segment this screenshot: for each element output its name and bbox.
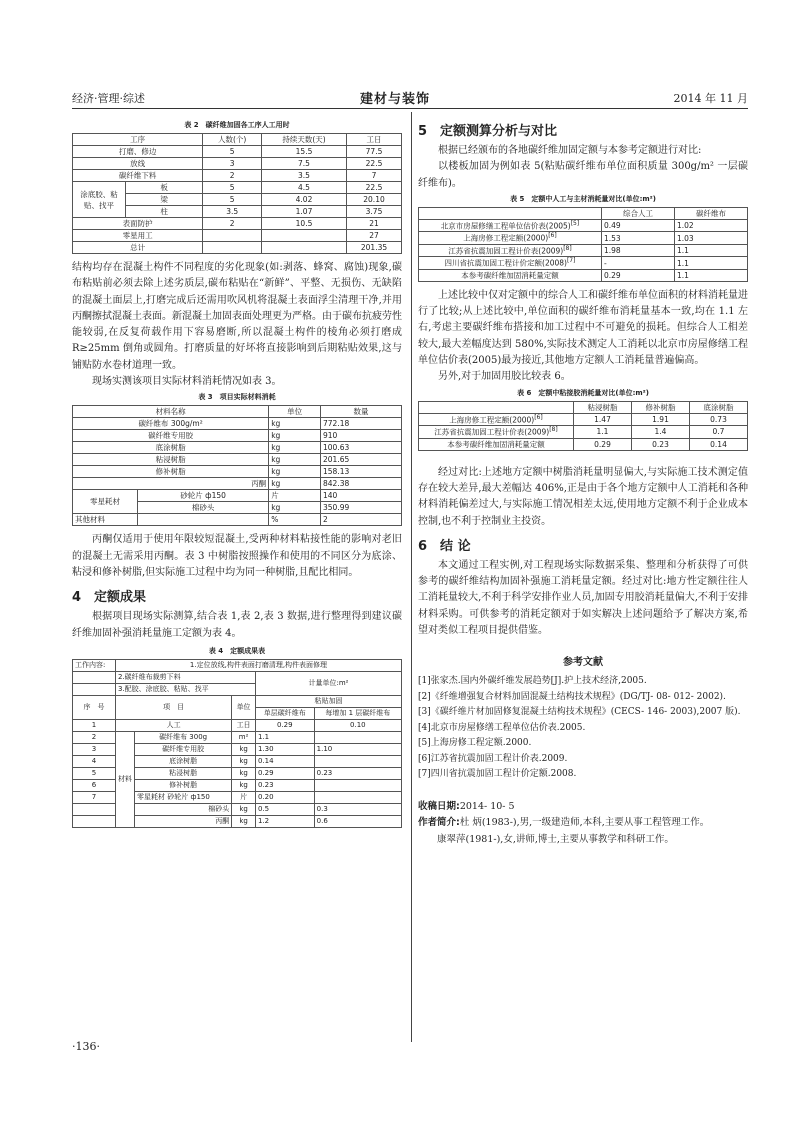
row-label: 上海房修工程定额(2000) (449, 415, 535, 425)
cell: 0.29 (255, 719, 314, 731)
cell: 0.5 (255, 803, 314, 815)
cell: 板 (126, 182, 203, 194)
table3-caption: 表 3 项目实际材料消耗 (198, 393, 276, 402)
paragraph: 结构均存在混凝土构件不同程度的劣化现象(如:剥落、蜂窝、腐蚀)现象,碳布粘贴前必须去除上述劣质层,碳布粘贴在“新鲜”、平整、无损伤、无缺陷的混凝土面层上,打磨完成后还需用吹风机将混凝土表面浮尘清理干净,并用丙酮擦拭混凝土表面。新混凝土加固表面处理更为严格。由于碳布抗疲劳性能较弱,在反复荷载作用下容易磨断,所以混凝土构件的棱角必须打磨成 R≥25mm 倒角或圆角。打磨质量的好坏将直接影响到后期粘贴效果,这与铺贴防水卷材道理一致。 (72, 262, 402, 371)
table-row (419, 269, 748, 281)
paragraph: 本文通过工程实例,对工程现场实际数据采集、整理和分析获得了可供参考的碳纤维结构加固补强施工消耗量定额。经过对比:地方性定额往往人工消耗量较大,不利于科学安排作业人员,加固专用胶消耗量偏大,不利于安排材料采购。可供参考的消耗定额对于如实解决上述问题给予了解决方案,希望对类似工程项目提供借鉴。 (418, 559, 748, 637)
paragraph: 根据已经颁布的各地碳纤维加固定额与本参考定额进行对比: (438, 145, 702, 156)
paragraph: 现场实测该项目实际材料消耗情况如表 3。 (92, 376, 282, 388)
cell (314, 731, 401, 743)
cell: 201.35 (347, 242, 402, 254)
cell: 打磨、修边 (73, 146, 203, 158)
cell: 本参考碳纤维加固消耗量定额 (419, 438, 574, 450)
cell: 丙酮 (135, 815, 232, 827)
cell: 1.91 (632, 413, 690, 426)
table-row (419, 219, 748, 232)
cell: 1.1 (675, 244, 748, 257)
cell: 4.5 (262, 182, 347, 194)
row-label: 北京市房屋修缮工程单位估价表(2005) (440, 221, 571, 231)
cell: 碳纤维下料 (73, 170, 203, 182)
table6-caption: 表 6 定额中粘接胶消耗量对比(单位:m²) (517, 388, 649, 397)
cell: 0.3 (314, 803, 401, 815)
cell: 零星耗材 (73, 490, 138, 514)
cell (419, 219, 602, 232)
table-header-row (73, 134, 402, 146)
cell: 零星用工 (73, 230, 203, 242)
cell: 粘浸树脂 (73, 454, 269, 466)
cell: 772.18 (321, 418, 402, 430)
cell: 3.配胶、涂底胶、粘贴、找平 (116, 683, 256, 695)
cell: 其他材料 (73, 514, 138, 526)
paragraph: 上述比较中仅对定额中的综合人工和碳纤维布单位面积的材料消耗量进行了比较;从上述比较中,单位面积的碳纤维布消耗量基本一致,均在 1.1 左右,考虑主要碳纤维布搭接和加工过程中不可避免的损耗。但综合人工相差较大,最大差幅度达到 580%,实际技术测定人工消耗以北京市房屋修缮工程单位估价表(2005)最为接近,其他地方定额人工消耗量普遍偏高。 (418, 289, 748, 367)
cell: 5 (203, 194, 262, 206)
table5-caption: 表 5 定额中人工与主材消耗量对比(单位:m²) (510, 194, 656, 203)
table-header: 材料名称 (73, 406, 269, 418)
cell: 3 (203, 158, 262, 170)
paragraph: 丙酮仅适用于使用年限较短混凝土,受两种材料粘接性能的影响对老旧的混凝土无需采用丙酮。表 3 中树脂按照操作和使用的不同区分为底涂、粘浸和修补树脂,但实际施工过程中均为同一种树脂,且配比相同。 (72, 534, 402, 578)
table5 (418, 207, 748, 282)
cell: kg (232, 767, 256, 779)
cell: 2 (321, 514, 402, 526)
citation-ref: [6] (548, 232, 557, 240)
cell: 910 (321, 430, 402, 442)
cell: 工作内容: (73, 659, 116, 671)
author-info (418, 815, 748, 832)
cell: 1.47 (574, 413, 632, 426)
cell: 底涂树脂 (73, 442, 269, 454)
table-header: 单位 (269, 406, 321, 418)
cell: 项 目 (116, 695, 232, 719)
table-row (73, 695, 402, 707)
table-header: 人数(个) (203, 134, 262, 146)
section-heading: 5 定额测算分析与对比 (418, 124, 558, 139)
table-row (73, 146, 402, 158)
table-row (419, 232, 748, 245)
cell: 粘浸树脂 (135, 767, 232, 779)
cell: 1.1 (255, 731, 314, 743)
cell: kg (232, 815, 256, 827)
section-heading: 6 结 论 (418, 538, 471, 554)
section-heading: 4 定额成果 (72, 590, 147, 606)
table-row (419, 413, 748, 426)
cell: 人工 (116, 719, 232, 731)
cell: kg (269, 430, 321, 442)
table6 (418, 401, 748, 451)
reference-item: [3]《碳纤维片材加固修复混凝土结构技术规程》(CECS- 146- 2003),2007 版). (418, 707, 741, 718)
header-date: 2014 年 11 月 (673, 92, 748, 105)
cell: 7 (73, 791, 116, 803)
reference-item: [5]上海房修工程定额.2000. (418, 738, 532, 749)
cell: 修补树脂 (135, 779, 232, 791)
cell: 1.4 (632, 426, 690, 439)
cell: 20.10 (347, 194, 402, 206)
cell: 表面防护 (73, 218, 203, 230)
table2 (72, 133, 402, 254)
cell: kg (269, 418, 321, 430)
journal-name: 建材与装饰 (360, 92, 431, 107)
cell: 27 (347, 230, 402, 242)
citation-ref: [5] (570, 219, 580, 227)
table-header: 底涂树脂 (690, 401, 748, 413)
cell: 3.5 (203, 206, 262, 218)
cell: 158.13 (321, 466, 402, 478)
page-number: ·136· (72, 1040, 100, 1053)
cell: 1.30 (255, 743, 314, 755)
cell: 1.03 (675, 232, 748, 245)
cell: 修补树脂 (73, 466, 269, 478)
cell: 涂底胶、粘贴、找平 (73, 182, 126, 218)
cell: 片 (269, 490, 321, 502)
cell: 0.23 (255, 779, 314, 791)
cell (419, 232, 602, 245)
table-row (73, 659, 402, 671)
cell: 1.1 (675, 269, 748, 281)
cell: - (602, 257, 675, 270)
cell: 砂轮片 ф150 (138, 490, 269, 502)
table-header-row (73, 406, 402, 418)
cell: 碳纤维布 300g (135, 731, 232, 743)
references-title: 参考文献 (563, 657, 603, 669)
cell: 1.1 (675, 257, 748, 270)
table-row (73, 182, 402, 194)
cell: 842.38 (321, 478, 402, 490)
header-rule (72, 108, 748, 109)
cell: 计量单位:m² (255, 671, 401, 695)
cell: 0.7 (690, 426, 748, 439)
cell: 工日 (232, 719, 256, 731)
cell (314, 755, 401, 767)
table2-caption: 表 2 碳纤维加固各工序人工用时 (184, 121, 290, 129)
cell: 底涂树脂 (135, 755, 232, 767)
cell: 0.10 (314, 719, 401, 731)
cell: 梁 (126, 194, 203, 206)
cell: 22.5 (347, 182, 402, 194)
cell (262, 230, 347, 242)
author-value: 杜 炳(1983-),男,一级建造师,本科,主要从事工程管理工作。 (459, 817, 710, 829)
table-header-row (419, 401, 748, 413)
table-row (73, 170, 402, 182)
cell: 21 (347, 218, 402, 230)
cell: 0.23 (314, 767, 401, 779)
cell (262, 242, 347, 254)
table-row (73, 719, 402, 731)
cell (203, 242, 262, 254)
cell: 放线 (73, 158, 203, 170)
cell: kg (269, 502, 321, 514)
cell: 201.65 (321, 454, 402, 466)
cell: 2 (203, 170, 262, 182)
citation-ref: [6] (534, 413, 543, 421)
cell: 粘贴加固 (255, 695, 401, 707)
paragraph: 另外,对于加固用胶比较表 6。 (438, 371, 571, 383)
cell: kg (232, 803, 256, 815)
cell: kg (232, 779, 256, 791)
received-label: 收稿日期: (418, 800, 460, 812)
cell: 单位 (232, 695, 256, 719)
cell: 0.29 (574, 438, 632, 450)
cell: 350.99 (321, 502, 402, 514)
cell: 1.98 (602, 244, 675, 257)
table-row (73, 242, 402, 254)
table-header: 工序 (73, 134, 203, 146)
cell (419, 413, 574, 426)
table-header: 持续天数(天) (262, 134, 347, 146)
cell: 0.6 (314, 815, 401, 827)
cell: kg (269, 466, 321, 478)
cell: 1 (73, 719, 116, 731)
citation-ref: [7] (566, 257, 576, 265)
cell: 77.5 (347, 146, 402, 158)
table-header: 数量 (321, 406, 402, 418)
cell: 100.63 (321, 442, 402, 454)
table-row (73, 442, 402, 454)
cell: 1.02 (675, 219, 748, 232)
table-header: 碳纤维布 (675, 207, 748, 219)
cell: 柱 (126, 206, 203, 218)
received-date (418, 799, 748, 816)
cell: 1.1 (574, 426, 632, 439)
cell: 片 (232, 791, 256, 803)
reference-item: [2]《纤维增强复合材料加固混凝土结构技术规程》(DG/TJ- 08- 012- 2002). (418, 691, 726, 702)
cell: 碳纤维布 300g/m² (73, 418, 269, 430)
cell: 总计 (73, 242, 203, 254)
cell: 6 (73, 779, 116, 791)
table4 (72, 659, 402, 828)
citation-ref: [8] (549, 426, 558, 434)
reference-item: [1]张家杰.国内外碳纤维发展趋势[J].护上技术经济,2005. (418, 676, 647, 687)
cell (419, 426, 574, 439)
cell: 序 号 (73, 695, 116, 719)
table-header: 综合人工 (602, 207, 675, 219)
cell: 棉砂头 (138, 502, 269, 514)
cell: 1.10 (314, 743, 401, 755)
cell (419, 244, 602, 257)
cell: 4 (73, 755, 116, 767)
table-row (73, 514, 402, 526)
header-section: 经济·管理·综述 (72, 92, 145, 105)
cell: 10.5 (262, 218, 347, 230)
table-header: 粘浸树脂 (574, 401, 632, 413)
reference-item: [4]北京市房屋修缮工程单位估价表.2005. (418, 722, 586, 733)
row-label: 上海房修工程定额(2000) (463, 233, 549, 243)
cell: 15.5 (262, 146, 347, 158)
paragraph: 以楼板加固为例如表 5(粘贴碳纤维布单位面积质量 300g/m² 一层碳纤维布)。 (418, 161, 748, 189)
table-row (73, 454, 402, 466)
table4-caption: 表 4 定额成果表 (208, 646, 266, 655)
cell: kg (269, 442, 321, 454)
reference-item: [6]江苏省抗震加固工程计价表.2009. (418, 753, 568, 764)
table-row (73, 731, 402, 743)
table-row (419, 438, 748, 450)
cell: 每增加 1 层碳纤维布 (314, 707, 401, 719)
cell: 0.49 (602, 219, 675, 232)
cell: 0.23 (632, 438, 690, 450)
cell: 5 (73, 767, 116, 779)
cell: kg (232, 755, 256, 767)
cell: 0.20 (255, 791, 314, 803)
cell: 2.碳纤维布裁剪下料 (116, 671, 256, 683)
cell: 1.53 (602, 232, 675, 245)
cell: % (269, 514, 321, 526)
misc-label: 零星耗材 (137, 793, 165, 802)
cell: 棉砂头 (135, 803, 232, 815)
cell (419, 257, 602, 270)
cell: 5 (203, 182, 262, 194)
table3 (72, 405, 402, 526)
cell (135, 791, 232, 803)
table-row (419, 244, 748, 257)
cell: 3.75 (347, 206, 402, 218)
cell: 7.5 (262, 158, 347, 170)
table-row (73, 230, 402, 242)
left-column (72, 118, 402, 828)
table-row (73, 490, 402, 502)
row-label: 江苏省抗震加固工程计价表(2009) (448, 246, 564, 256)
cell: kg (232, 743, 256, 755)
cell (203, 230, 262, 242)
row-label: 四川省抗震加固工程计价定额(2008) (444, 258, 567, 268)
paragraph: 经过对比:上述地方定额中树脂消耗量明显偏大,与实际施工技术测定值存在较大差异,最大差幅达 406%,正是由于各个地方定额中人工消耗和各种材料消耗偏差过大,与实际施工情况相差太远,使用地方定额不利于企业成本控制,也不利于控制业主投资。 (418, 466, 748, 527)
cell: 140 (321, 490, 402, 502)
cell: 5 (203, 146, 262, 158)
cell: 0.14 (255, 755, 314, 767)
table-row (73, 218, 402, 230)
cell: 碳纤维专用胶 (135, 743, 232, 755)
column-divider (411, 112, 412, 1042)
table-row (73, 466, 402, 478)
table-row (73, 158, 402, 170)
cell (314, 779, 401, 791)
cell: 单层碳纤维布 (255, 707, 314, 719)
cell (314, 791, 401, 803)
cell: kg (269, 454, 321, 466)
cell: 1.定位放线,构件表面打磨清理,构件表面修理 (116, 659, 402, 671)
received-value: 2014- 10- 5 (459, 800, 515, 812)
table-header: 修补树脂 (632, 401, 690, 413)
coauthor-info: 康翠萍(1981-),女,讲师,博士,主要从事教学和科研工作。 (437, 833, 674, 845)
table-row (73, 418, 402, 430)
right-column (418, 118, 748, 848)
cell: 7 (347, 170, 402, 182)
cell: 2 (73, 731, 116, 743)
row-label: 江苏省抗震加固工程计价表(2009) (434, 427, 550, 437)
author-label: 作者简介: (418, 817, 460, 829)
table-row (419, 257, 748, 270)
cell: 4.02 (262, 194, 347, 206)
citation-ref: [8] (563, 244, 572, 252)
cell: 0.73 (690, 413, 748, 426)
cell: 材料 (116, 731, 135, 827)
running-header (72, 90, 748, 106)
cell: 22.5 (347, 158, 402, 170)
cell: 0.29 (602, 269, 675, 281)
cell: 0.14 (690, 438, 748, 450)
cell-text: 砂轮片 ф150 (167, 793, 210, 802)
table-row (73, 430, 402, 442)
table-row (73, 671, 402, 683)
table-header-row (419, 207, 748, 219)
cell: 0.29 (255, 767, 314, 779)
cell: 本参考碳纤维加固消耗量定额 (419, 269, 602, 281)
cell: 碳纤维专用胶 (73, 430, 269, 442)
table-row (419, 426, 748, 439)
cell: 丙酮 (73, 478, 269, 490)
cell: 3 (73, 743, 116, 755)
cell: kg (269, 478, 321, 490)
cell: 1.07 (262, 206, 347, 218)
paragraph: 根据项目现场实际测算,结合表 1,表 2,表 3 数据,进行整理得到建议碳纤维加固补强消耗量施工定额为表 4。 (72, 611, 402, 639)
table-header: 工日 (347, 134, 402, 146)
cell: 3.5 (262, 170, 347, 182)
table-row (73, 478, 402, 490)
reference-item: [7]四川省抗震加固工程计价定额.2008. (418, 769, 577, 780)
cell: m² (232, 731, 256, 743)
cell: 2 (203, 218, 262, 230)
cell: 1.2 (255, 815, 314, 827)
